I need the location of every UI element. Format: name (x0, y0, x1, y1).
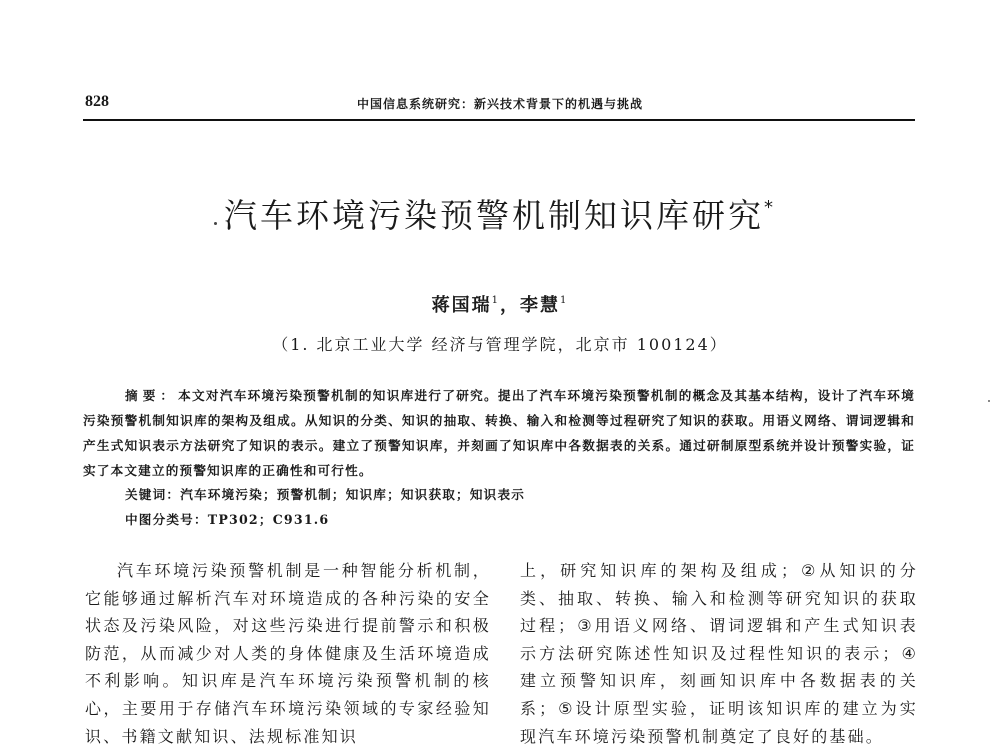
header-rule (83, 119, 915, 121)
author-separator: ， (500, 295, 520, 316)
title-footnote-mark: * (764, 197, 776, 218)
keywords-label: 关键词： (125, 487, 181, 502)
keywords-text: 汽车环境污染；预警机制；知识库；知识获取；知识表示 (180, 487, 526, 502)
body-column-right: 上，研究知识库的架构及组成；②从知识的分类、抽取、转换、输入和检测等研究知识的获取过程；③用语义网络、谓词逻辑和产生式知识表示方法研究陈述性知识及过程性知识的表示；④建立预警知识库，刻画知识库中各数据表的关系；⑤设计原型实验，证明该知识库的建立为实现汽车环境污染预警机制奠定了良好的基础。 (520, 561, 918, 746)
author-name: 蒋国瑞 (431, 295, 492, 316)
classification (125, 509, 329, 528)
author-affil-mark: 1 (491, 295, 500, 306)
affiliation: （1. 北京工业大学 经济与管理学院，北京市 100124） (272, 335, 728, 354)
body-column-left: 汽车环境污染预警机制是一种智能分析机制，它能够通过解析汽车对环境造成的各种污染的安全状态及污染风险，对这些污染进行提前警示和积极防范，从而减少对人类的身体健康及生活环境造成不利影响。知识库是汽车环境污染预警机制的核心，主要用于存储汽车环境污染领域的专家经验知识、书籍文献知识、法规标准知识 (85, 561, 491, 746)
author-line (0, 291, 1000, 317)
classification-text: TP302；C931.6 (207, 512, 330, 527)
abstract (83, 383, 915, 483)
classification-label: 中图分类号： (125, 512, 208, 527)
running-title: 中国信息系统研究：新兴技术背景下的机遇与挑战 (356, 97, 643, 111)
keywords (125, 484, 525, 503)
page-number: 828 (85, 93, 109, 110)
paper-title (0, 190, 1000, 237)
author-affil-mark: 1 (560, 295, 569, 306)
author-name: 李慧 (520, 295, 560, 316)
title-text: 汽车环境污染预警机制知识库研究 (224, 196, 764, 235)
abstract-text: 本文对汽车环境污染预警机制的知识库进行了研究。提出了汽车环境污染预警机制的概念及其基本结构，设计了汽车环境污染预警机制知识库的架构及组成。从知识的分类、知识的抽取、转换、输入和检测等过程研究了知识的获取。用语义网络、谓词逻辑和产生式知识表示方法研究了知识的表示。建立了预警知识库，并刻画了知识库中各数据表的关系。通过研制原型系统并设计预警实验，证实了本文建立的预警知识库的正确性和可行性。 (83, 388, 915, 478)
scan-speck (988, 400, 990, 402)
abstract-label: 摘要： (125, 388, 179, 403)
